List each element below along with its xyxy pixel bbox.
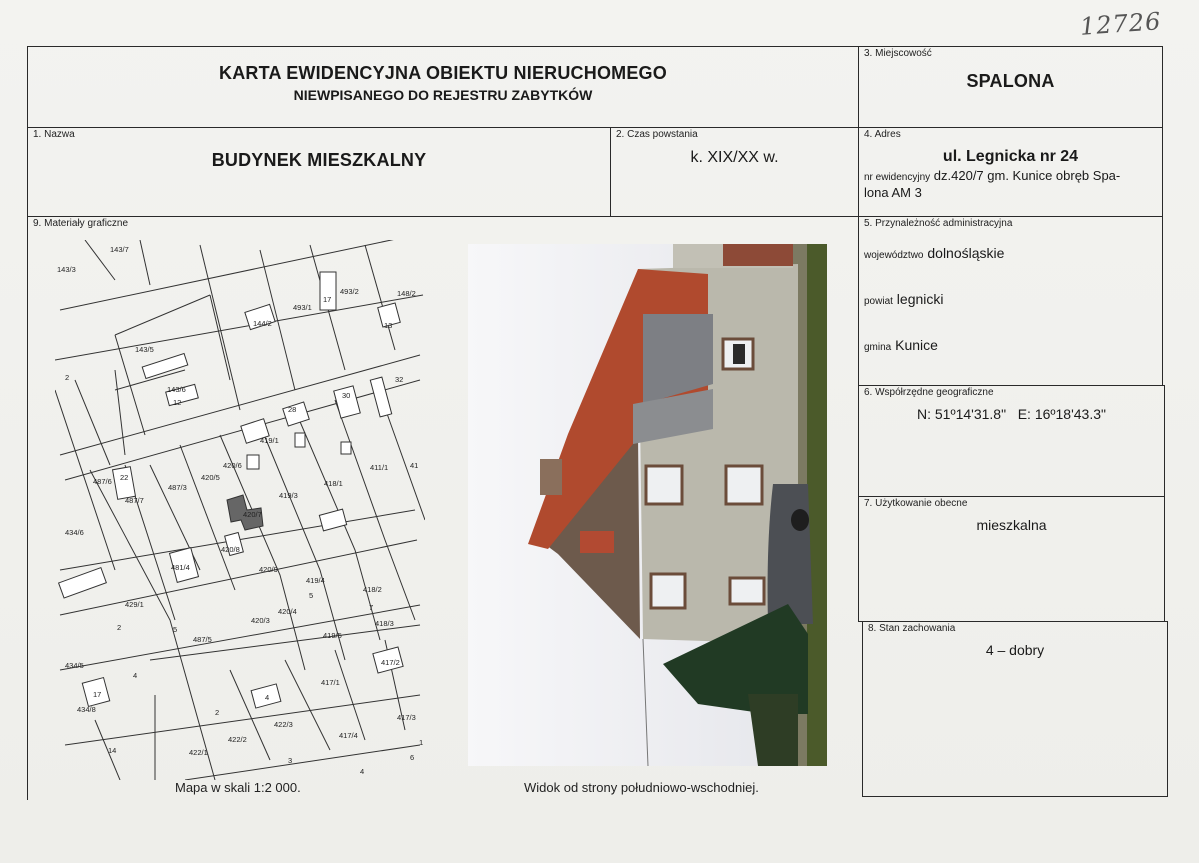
usage-label: 7. Użytkowanie obecne xyxy=(864,498,968,509)
voivodeship-value: dolnośląskie xyxy=(927,245,1005,261)
map-label: 419/3 xyxy=(279,491,298,500)
map-label: 493/2 xyxy=(340,287,359,296)
commune-prefix: gmina xyxy=(864,342,892,353)
condition-label: 8. Stan zachowania xyxy=(868,623,956,634)
map-label: 434/5 xyxy=(65,661,84,670)
graphics-label: 9. Materiały graficzne xyxy=(33,218,129,229)
map-label: 4 xyxy=(133,671,138,680)
map-label: 411/1 xyxy=(370,463,389,472)
map-label: 487/5 xyxy=(193,635,212,644)
condition-box xyxy=(862,621,1168,797)
map-label: 420/6 xyxy=(223,461,242,470)
map-label: 22 xyxy=(120,473,129,482)
map-label: 419/1 xyxy=(260,436,279,445)
period-box xyxy=(610,127,859,217)
map-label: 418/1 xyxy=(324,479,343,488)
map-label: 13 xyxy=(384,321,393,330)
map-label: 4 xyxy=(265,693,270,702)
map-label: 493/1 xyxy=(293,303,312,312)
map-label: 28 xyxy=(288,405,297,414)
card-title: KARTA EWIDENCYJNA OBIEKTU NIERUCHOMEGO xyxy=(219,63,667,83)
map-label: 14 xyxy=(108,746,117,755)
condition-value: 4 – dobry xyxy=(985,642,1045,658)
map-label: 417/1 xyxy=(321,678,340,687)
locality-box xyxy=(858,46,1163,128)
name-box xyxy=(27,127,611,217)
map-label: 143/5 xyxy=(135,345,154,354)
map-label: 420/3 xyxy=(251,616,270,625)
map-label: 7 xyxy=(369,603,374,612)
map-label: 417/4 xyxy=(339,731,358,740)
map-label: 420/9 xyxy=(259,565,278,574)
admin-label: 5. Przynależność administracyjna xyxy=(864,218,1013,229)
map-label: 420/7 xyxy=(243,510,262,519)
address-street: ul. Legnicka nr 24 xyxy=(942,148,1079,165)
map-label: 143/3 xyxy=(57,265,76,274)
map-label: 5 xyxy=(309,591,314,600)
coords-box xyxy=(858,385,1165,497)
title-box xyxy=(27,46,859,128)
map-label: 429/1 xyxy=(125,600,144,609)
locality-label: 3. Miejscowość xyxy=(864,48,932,59)
map-label: 32 xyxy=(395,375,404,384)
map-label: 417/3 xyxy=(397,713,416,722)
admin-box xyxy=(858,216,1163,386)
building-photo xyxy=(468,244,827,766)
address-box xyxy=(858,127,1163,217)
map-label: 148/2 xyxy=(397,289,416,298)
name-label: 1. Nazwa xyxy=(33,129,75,140)
map-label: 4 xyxy=(360,767,365,776)
coords-label: 6. Współrzędne geograficzne xyxy=(864,387,994,398)
usage-value: mieszkalna xyxy=(976,517,1047,533)
map-label: 422/1 xyxy=(189,748,208,757)
map-label: 17 xyxy=(93,690,102,699)
voivodeship-prefix: województwo xyxy=(864,250,924,261)
map-label: 2 xyxy=(65,373,70,382)
map-label: 487/3 xyxy=(168,483,187,492)
map-label: 5 xyxy=(173,625,178,634)
map-label: 420/5 xyxy=(201,473,220,482)
address-label: 4. Adres xyxy=(864,129,901,140)
archive-number: 12726 xyxy=(1078,7,1162,41)
map-label: 1 xyxy=(419,738,424,747)
map-label: 144/2 xyxy=(253,319,272,328)
period-value: k. XIX/XX w. xyxy=(690,149,779,166)
map-label: 420/4 xyxy=(278,607,297,616)
map-caption: Mapa w skali 1:2 000. xyxy=(175,780,301,795)
map-label: 481/4 xyxy=(171,563,190,572)
name-value: BUDYNEK MIESZKALNY xyxy=(211,150,427,170)
map-label: 417/2 xyxy=(381,658,400,667)
usage-box xyxy=(858,496,1165,622)
map-label: 419/4 xyxy=(306,576,325,585)
reg-prefix: nr ewidencyjny xyxy=(864,172,931,183)
map-label: 487/6 xyxy=(93,477,112,486)
map-label: 41 xyxy=(410,461,419,470)
reg-value-1: dz.420/7 gm. Kunice obręb Spa- xyxy=(933,168,1121,183)
map-label: 2 xyxy=(215,708,220,717)
county-prefix: powiat xyxy=(864,296,893,307)
map-label: 422/2 xyxy=(228,735,247,744)
map-label: 17 xyxy=(323,295,332,304)
map-label: 418/3 xyxy=(375,619,394,628)
map-label: 487/7 xyxy=(125,496,144,505)
coords-value: N: 51º14'31.8" E: 16º18'43.3" xyxy=(917,406,1106,422)
period-label: 2. Czas powstania xyxy=(616,129,698,140)
map-label: 3 xyxy=(288,756,293,765)
photo-caption: Widok od strony południowo-wschodniej. xyxy=(524,780,759,795)
map-label: 30 xyxy=(342,391,351,400)
map-label: 434/6 xyxy=(65,528,84,537)
map-label: 12 xyxy=(173,398,182,407)
map-label: 6 xyxy=(410,753,415,762)
map-label: 434/8 xyxy=(77,705,96,714)
map-label: 143/7 xyxy=(110,245,129,254)
map-label: 422/3 xyxy=(274,720,293,729)
commune-value: Kunice xyxy=(895,337,938,353)
cadastral-map xyxy=(55,240,425,780)
county-value: legnicki xyxy=(896,291,944,307)
card-subtitle: NIEWPISANEGO DO REJESTRU ZABYTKÓW xyxy=(293,87,593,103)
map-label: 2 xyxy=(117,623,122,632)
reg-value-2: lona AM 3 xyxy=(864,185,922,200)
map-label: 419/5 xyxy=(323,631,342,640)
map-label: 420/8 xyxy=(221,545,240,554)
locality-value: SPALONA xyxy=(966,71,1055,91)
map-label: 143/6 xyxy=(167,385,186,394)
map-label: 418/2 xyxy=(363,585,382,594)
